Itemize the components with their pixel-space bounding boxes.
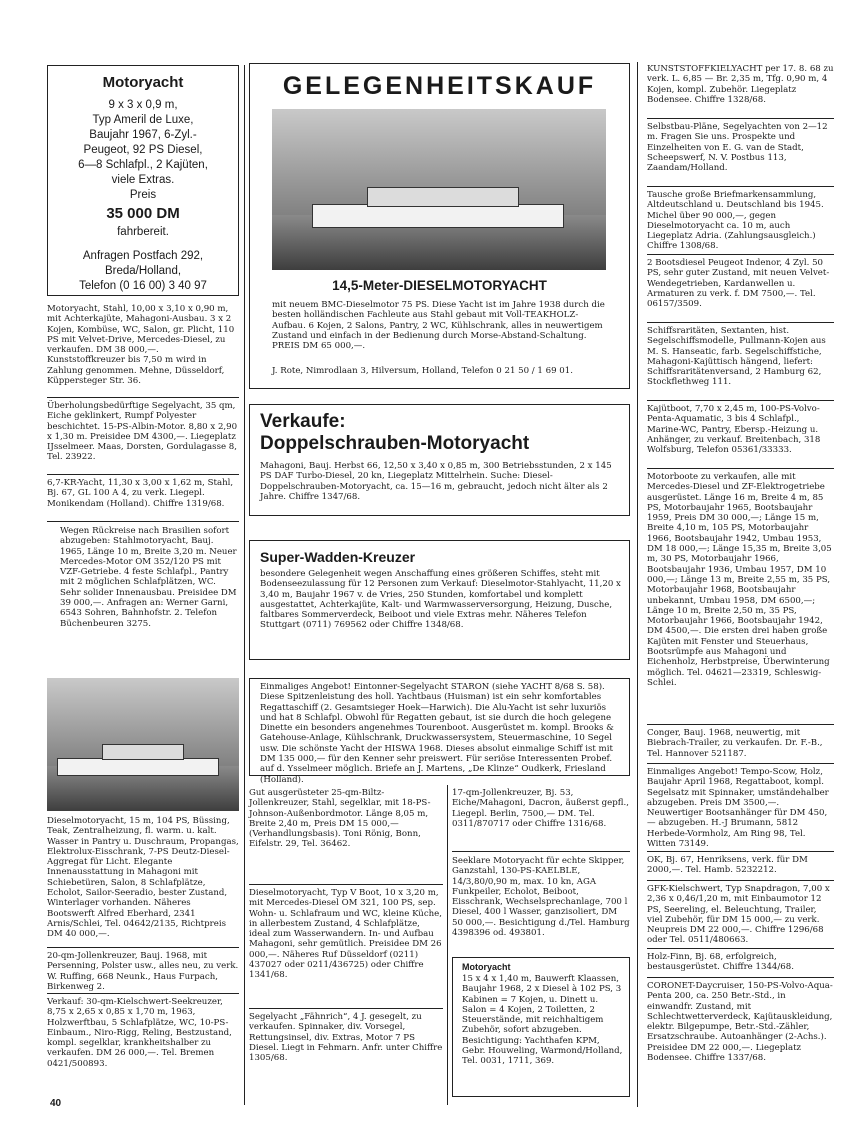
listing-jollenkreuzer-20qm: 20-qm-Jollenkreuzer, Bauj. 1968, mit Persenning, Polster usw., alles neu, zu verk. W. Ruffing, 668 Neunk., Haus Furpach, Birkenweg 2. <box>47 951 239 992</box>
divider <box>647 880 834 881</box>
listing-kunststoffkielyacht: KUNSTSTOFFKIELYACHT per 17. 8. 68 zu verk. L. 6,85 — Br. 2,35 m, Tfg. 0,90 m, 4 Kojen, kompl. Zubehör. Liegeplatz Bodensee. Chiffre 1328/68. <box>647 64 834 105</box>
ad-motoryacht-klaassen <box>452 957 630 1097</box>
divider <box>647 322 834 323</box>
listing-tempo-scow: Einmaliges Angebot! Tempo-Scow, Holz, Baujahr April 1968, Regattaboot, kompl. Segelsatz mit Spinnaker, umständehalber abzugeben. Preis DM 3500,—. Neuwertiger Bootsanhänger für DM 450,— abzugeben. H.-J Brumann, 5812 Herbede-Vormholz, Am Ring 98, Tel. Witten 73149. <box>647 767 829 850</box>
divider <box>47 521 239 522</box>
ad-body: mit neuem BMC-Dieselmotor 75 PS. Diese Yacht ist im Jahre 1938 durch die besten holländischen Fachleute aus Stahl gebaut mit Voll-TEAKHOLZ-Aufbau. 6 Kojen, 2 Salons, Pantry, 2 WC, Kühlschrank, alles in neuwertigem Zustand und einfach in der Bedienung durch Morse-Abstand-Schaltung. PREIS DM 65 000,—. <box>272 300 605 352</box>
ad-contact: J. Rote, Nimrodlaan 3, Hilversum, Holland, Telefon 0 21 50 / 1 69 01. <box>272 366 573 376</box>
listing-segelyacht-faehnrich: Segelyacht „Fähnrich“, 4 J. gesegelt, zu verkaufen. Spinnaker, div. Vorsegel, Rettungsinsel, div. Extras, Motor 7 PS Diesel. Liegt in Fehmarn. Anfr. unter Chiffre 1305/68. <box>249 1012 443 1064</box>
photo-cabin <box>367 187 519 207</box>
listing-kielschwert-seekreuzer: Verkauf: 30-qm-Kielschwert-Seekreuzer, 8,75 x 2,65 x 0,85 x 1,70 m, 1963, Holzwerftbau, 5 Schlafplätze, WC, 10-PS-Einbaum., Niro-Rigg, Reling, Bestzustand, kompl. segelklar, krankheitshalber zu verkaufen. DM 26 000,—. Tel. Bremen 0421/500893. <box>47 997 232 1069</box>
ad-title: Motoryacht <box>102 74 184 91</box>
price-label: Preis <box>129 189 157 201</box>
column-divider <box>637 62 638 1107</box>
listing-seeklare-motoryacht: Seeklare Motoryacht für echte Skipper, Ganzstahl, 130-PS-KAELBLE, 14/3,80/0,90 m, max. 10 kn, AGA Funkpeiler, Echolot, Beiboot, Eisschrank, Wechselsprechanlage, 700 l Diesel, 400 l Wasser, ganzisoliert, DM 50 000,—. Besichtigung d./Tel. Hamburg 4398396 od. 493801. <box>452 856 630 939</box>
ad-body: 15 x 4 x 1,40 m, Bauwerft Klaassen, Baujahr 1968, 2 x Diesel à 102 PS, 3 Kabinen = 7 Kojen, u. Dinett u. Salon = 4 Kojen, 2 Toiletten, 2 Steuerstände, mit reichhaltigem Zubehör, sofort abzugeben. Besichtigung: Yachthafen KPM, Gebr. Houweling, Warmond/Holland, Tel. 0031, 1711, 369. <box>462 974 623 1067</box>
listing-motoryacht-stahl: Motoryacht, Stahl, 10,00 x 3,10 x 0,90 m, mit Achterkajüte, Mahagoni-Ausbau. 3 x 2 Kojen, Kombüse, WC, Salon, gr. Plicht, 110 PS mit Velvet-Drive, Mercedes-Diesel, zu verkaufen. DM 38 000,—. Kunststoffkreuzer bis 7,50 m wird in Zahlung genommen. Mehne, Düsseldorf, Küppersteger Str. 36. <box>47 304 235 387</box>
ad-title: Super-Wadden-Kreuzer <box>260 549 416 565</box>
price: 35 000 DM <box>106 205 180 222</box>
ad-body: Einmaliges Angebot! Eintonner-Segelyacht STARON (siehe YACHT 8/68 S. 58). Diese Spitzenleistung des holl. Yachtbaus (Huisman) ist ein sehr komfortables Regattaschiff (2. Gesamtsieger Hoek—Harwich). Die Alu-Yacht ist sehr luxuriös und hat 8 Schlafpl. Obwohl für Regatten gebaut, ist sie durch die hoch gelegene Dinette ein besonders angenehmes Tourenboot. Ausgerüstet m. kompl. Brooks & Gatehouse-Anlage, Kühlschrank, Druckwassersystem, Steuermaschine, 10 Segel usw. Die schönste Yacht der HISWA 1968. Dieses absolut einmalige Schiff ist mit DM 135 000,— für den Kenner sehr preiswert. Für seriöse Interessenten Probef. auf d. Ysselmeer möglich. Briefe an J. Martens, „De Klinze“ Oudkerk, Friesland (Holland). <box>260 682 614 785</box>
divider <box>647 948 834 949</box>
ad-body: 9 x 3 x 0,9 m, Typ Ameril de Luxe, Baujahr 1967, 6-Zyl.- Peugeot, 92 PS Diesel, 6—8 Schlafpl., 2 Kajüten, viele Extras. <box>78 99 208 186</box>
divider <box>647 400 834 401</box>
divider <box>47 474 239 475</box>
listing-conger: Conger, Bauj. 1968, neuwertig, mit Biebrach-Trailer, zu verkaufen. Dr. F.-B., Tel. Hannover 521187. <box>647 728 823 759</box>
price-note: fahrbereit. <box>117 226 169 238</box>
divider <box>647 851 834 852</box>
divider <box>647 468 834 469</box>
ad-gelegenheitskauf <box>249 63 630 389</box>
divider <box>647 118 834 119</box>
column-divider <box>244 65 245 1105</box>
page-number: 40 <box>50 1098 62 1109</box>
ad-title: GELEGENHEITSKAUF <box>282 72 597 100</box>
column-divider <box>447 785 448 1105</box>
divider <box>647 763 834 764</box>
listing-motorboote: Motorboote zu verkaufen, alle mit Mercedes-Diesel und ZF-Elektrogetriebe ausgerüstet. Länge 16 m, Breite 4 m, 85 PS, Motorbaujahr 1965, Bootsbaujahr 1959, Preis DM 30 000,—; Länge 15 m, Breite 4,10 m, 105 PS, Motorbaujahr 1966, Bootsbaujahr 1942, Umbau 1953, DM 18 000,—; Länge 15,35 m, Breite 3,05 m, 30 PS, Motorbaujahr 1966, Bootsbaujahr 1936, Umbau 1957, DM 10 000,—; Länge 13 m, Breite 2,55 m, 35 PS, Motorbaujahr 1968, Bootsbaujahr unbekannt, Umbau 1958, DM 6500,—; Länge 10 m, Breite 2,50 m, 35 PS, Motorbaujahr 1966, Bootsbaujahr 1942, DM 4500,—. Die ersten drei haben große Kajüten mit Fenster und Steuerhaus, Bootsrümpfe aus Mahagoni und Eichenholz, Herbstpreise, Überwinterung möglich. Tel. 04621—23319, Schleswig-Schlei. <box>647 472 832 688</box>
ad-doppelschrauben-motoryacht <box>249 404 630 516</box>
divider <box>47 397 239 398</box>
listing-biltz-jollenkreuzer: Gut ausgerüsteter 25-qm-Biltz-Jollenkreuzer, Stahl, segelklar, mit 18-PS-Johnson-Außenbordmotor. Länge 8,05 m, Breite 2,40 m, Preis DM 15 000,— (Verhandlungsbasis). Toni Rönig, Bonn, Eifelstr. 29, Tel. 36462. <box>249 788 431 850</box>
divider <box>249 884 443 885</box>
listing-dieselmotoryacht-15m: Dieselmotoryacht, 15 m, 104 PS, Büssing, Teak, Zentralheizung, fl. warm. u. kalt. Wasser in Pantry u. Duschraum, Propangas, Elektrolux-Eisschrank, 7-PS Deutz-Diesel-Aggregat für Licht. Elegante Innenausstattung in Mahagoni mit Schiebetüren, Salon, 8 Schlafplätze, Echolot, Sailor-Seeradio, bester Zustand, Winterlager vorhanden. Näheres Bootswerft Alfred Eberhard, 2341 Arnis/Schlei, Tel. 04642/2135, Richtpreis DM 40 000,—. <box>47 816 239 940</box>
listing-holz-finn: Holz-Finn, Bj. 68, erfolgreich, bestausgerüstet. Chiffre 1344/68. <box>647 952 794 973</box>
ad-staron <box>249 678 630 785</box>
ad-body: besondere Gelegenheit wegen Anschaffung eines größeren Schiffes, steht mit Bodenseezulassung für 12 Personen zum Verkauf: Dieselmotor-Stahlyacht, 11,20 x 3,40 m, Baujahr 1967 v. de Vries, 250 Stunden, komfortabel und komplett ausgestattet, Achterkajüte, Kalt- und Warmwasserversorgung, Heizung, Dusche, faltbares Sommerverdeck, Beiboot und viele Extras mehr. Näheres Telefon Stuttgart (0711) 769562 oder Chiffre 1348/68. <box>260 569 621 631</box>
listing-17qm-jollenkreuzer: 17-qm-Jollenkreuzer, Bj. 53, Eiche/Mahagoni, Dacron, äußerst gepfl., Liegepl. Berlin, 7500,— DM. Tel. 0311/870717 oder Chiffre 1316/68. <box>452 788 629 829</box>
listing-dieselmotoryacht-vboot: Dieselmotoryacht, Typ V Boot, 10 x 3,20 m, mit Mercedes-Diesel OM 321, 100 PS, sep. Wohn- u. Schlafraum und WC, kleine Küche, in allerbestem Zustand, 4 Schlafplätze, ideal zum Wasserwandern. In- und Aufbau Mahagoni, sehr gemütlich. Preisidee DM 26 000,—. Näheres Ruf Düsseldorf (0211) 437027 oder 0211/436725) oder Chiffre 1341/68. <box>249 888 443 981</box>
photo-cabin <box>102 744 184 760</box>
listing-kajuetboot: Kajütboot, 7,70 x 2,45 m, 100-PS-Volvo-Penta-Aquamatic, 3 bis 4 Schlafpl., Marine-WC, Pantry, Ebersp.-Heizung u. Anhänger, zu verkauf. Breitenbach, 318 Wolfsburg, Telefon 05361/33333. <box>647 404 821 456</box>
divider <box>647 254 834 255</box>
divider <box>47 947 239 948</box>
photo-dieselmotoryacht-14m <box>272 109 606 270</box>
listing-stahlmotoryacht: Wegen Rückreise nach Brasilien sofort abzugeben: Stahlmotoryacht, Bauj. 1965, Länge 10 m, Breite 3,20 m. Neuer Mercedes-Motor OM 352/120 PS mit VZF-Getriebe. 4 feste Schlafpl., Pantry mit 2 möglichen Schlafplätzen, WC. Sehr solider Innenausbau. Preisidee DM 39 000,—. Anfragen an: Werner Garni, 6543 Sohren, Bahnhofstr. 2. Telefon Büchenbeuren 3275. <box>60 526 237 629</box>
listing-gfk-kielschwert: GFK-Kielschwert, Typ Snapdragon, 7,00 x 2,36 x 0,46/1,20 m, mit Einbaumotor 12 PS, Seereling, el. Beleuchtung, Trailer, viel Zubehör, für DM 15 000,— zu verk. Neupreis DM 22 000,—. Chiffre 1296/68 oder Tel. 0511/480663. <box>647 884 830 946</box>
listing-coronet-daycruiser: CORONET-Daycruiser, 150-PS-Volvo-Aqua-Penta 200, ca. 250 Betr.-Std., in einwandfr. Zustand, mit Schlechtwetterverdeck, Kajütauskleidung, elektr. Bilgepumpe, Betr.-Std.-Zähler, Ersatzschraube. Autoanhänger (2-Achs.). Preisidee DM 22 000,—. Liegeplatz Bodensee. Chiffre 1337/68. <box>647 981 833 1064</box>
photo-hull <box>312 204 564 228</box>
ad-super-wadden-kreuzer <box>249 540 630 660</box>
ad-body: Mahagoni, Bauj. Herbst 66, 12,50 x 3,40 x 0,85 m, 300 Betriebsstunden, 2 x 145 PS DAF Turbo-Diesel, 20 kn, Liegeplatz Mittelrhein. Suche: Diesel-Doppelschrauben-Motoryacht, ca. 15—16 m, gebraucht, jedoch nicht älter als 2 Jahre. Chiffre 1347/68. <box>260 461 612 502</box>
divider <box>47 993 239 994</box>
divider <box>647 186 834 187</box>
listing-schiffsraritaeten: Schiffsraritäten, Sextanten, hist. Segelschiffsmodelle, Pullmann-Kojen aus M. S. Hanseatic, farb. Segelschiffstiche, Mahagoni-Kajüttisch hängend, liefert: Schiffsraritätenversand, 2 Hamburg 62, Stockflethweg 111. <box>647 326 826 388</box>
divider <box>249 1008 443 1009</box>
ad-contact: Anfragen Postfach 292, Breda/Holland, Telefon (0 16 00) 3 40 97 <box>79 250 207 292</box>
listing-ok-henriksens: OK, Bj. 67, Henriksens, verk. für DM 2000,—. Tel. Hamb. 5232212. <box>647 855 808 876</box>
listing-bootsdiesel-peugeot: 2 Bootsdiesel Peugeot Indenor, 4 Zyl. 50 PS, sehr guter Zustand, mit neuen Velvet-Wendegetrieben, Kardanwellen u. Armaturen zu verk. f. DM 7500,—. Tel. 06157/3509. <box>647 258 830 310</box>
ad-title: Motoryacht <box>462 962 511 972</box>
listing-kr-yacht: 6,7-KR-Yacht, 11,30 x 3,00 x 1,62 m, Stahl, Bj. 67, GL 100 A 4, zu verk. Liegepl. Monikendam (Holland). Chiffre 1319/68. <box>47 478 234 509</box>
photo-dieselmotoryacht <box>47 678 239 811</box>
listing-segelyacht-35qm: Überholungsbedürftige Segelyacht, 35 qm, Eiche geklinkert, Rumpf Polyester beschichtet. 15-PS-Albin-Motor. 8,80 x 2,90 x 1,30 m. Preisidee DM 4300,—. Liegeplatz IJsselmeer. Maas, Dorsten, Gordulagasse 8, Tel. 23922. <box>47 401 238 463</box>
ad-title: Verkaufe: Doppelschrauben-Motoryacht <box>260 411 530 454</box>
ad-motoryacht-left <box>47 65 239 296</box>
listing-briefmarken-tausch: Tausche große Briefmarkensammlung, Altdeutschland u. Deutschland bis 1945. Michel über 90 000,—, gegen Dieselmotoryacht ca. 10 m, auch Liegeplatz Adria. (Zahlungsausgleich.) Chiffre 1308/68. <box>647 190 824 252</box>
divider <box>647 724 834 725</box>
listing-selbstbau-plaene: Selbstbau-Pläne, Segelyachten von 2—12 m. Fragen Sie uns. Prospekte und Einzelheiten von E. G. van de Stadt, Scheepswerf, N. V. Postbus 113, Zaandam/Holland. <box>647 122 828 174</box>
ad-subtitle: 14,5-Meter-DIESELMOTORYACHT <box>332 278 547 293</box>
divider <box>647 977 834 978</box>
divider <box>452 851 630 852</box>
photo-hull <box>57 758 219 776</box>
